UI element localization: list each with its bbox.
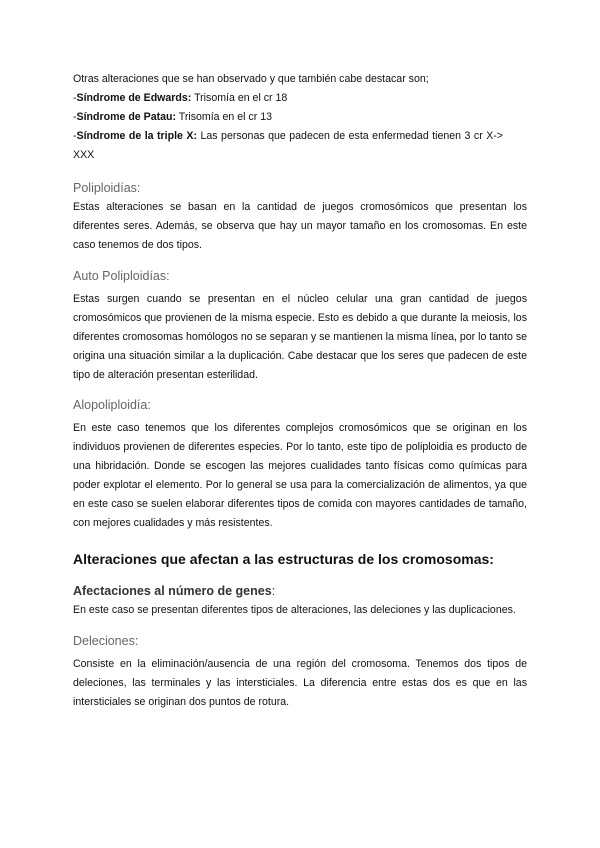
syndrome-desc: Trisomía en el cr 13 — [176, 111, 272, 123]
syndrome-name: Síndrome de la triple X: — [76, 130, 198, 142]
section-body-poliploidias: Estas alteraciones se basan en la cantidad de juegos cromosómicos que presentan los diferentes seres. Además, se observa que hay un mayor tamaño en los cromosomas. En este caso tenemos de dos tipos. — [73, 201, 527, 251]
syndrome-desc: Trisomía en el cr 18 — [191, 92, 288, 104]
section-title-autopoliploidias: Auto Poliploidías: — [73, 269, 170, 283]
section-heading-estructuras: Alteraciones que afectan a las estructuras de los cromosomas: — [73, 551, 494, 567]
section-body-alopoliploidia: En este caso tenemos que los diferentes complejos cromosómicos que se originan en los individuos provienen de diferentes especies. Por lo tanto, este tipo de poliploidia es producto de una hibridación. Donde se escogen las mejores cualidades tanto físicas como químicas para poder explotar el elemento. Por lo general se usa para la comercialización de alimentos, ya que en este caso se suelen elaborar diferentes tipos de comida con mayores cantidades de tamaño, con mejores cualidades y más resistentes. — [73, 422, 527, 529]
section-body-afectaciones: En este caso se presentan diferentes tipos de alteraciones, las deleciones y las duplicaciones. — [73, 604, 516, 616]
section-title-deleciones: Deleciones: — [73, 634, 139, 648]
syndrome-item-edwards — [73, 89, 527, 108]
syndrome-item-triple-x — [73, 127, 503, 165]
syndrome-desc: Las personas que padecen de esta enfermedad tienen 3 cr X-> XXX — [73, 130, 503, 161]
afectaciones-title-text: Afectaciones al número de genes — [73, 584, 272, 598]
syndrome-item-patau — [73, 108, 527, 127]
afectaciones-colon: : — [271, 584, 276, 598]
syndrome-prefix: - — [73, 92, 77, 104]
document-page — [73, 70, 527, 712]
syndrome-list — [73, 89, 527, 165]
section-title-alopoliploidia: Alopoliploidía: — [73, 398, 151, 412]
section-title-poliploidias: Poliploidías: — [73, 181, 141, 195]
intro-text: Otras alteraciones que se han observado y que también cabe destacar son; — [73, 73, 429, 85]
section-title-afectaciones — [73, 581, 527, 601]
syndrome-name: Síndrome de Patau: — [76, 111, 177, 123]
syndrome-prefix: - — [73, 130, 77, 142]
syndrome-name: Síndrome de Edwards: — [76, 92, 192, 104]
section-body-deleciones: Consiste en la eliminación/ausencia de una región del cromosoma. Tenemos dos tipos de deleciones, las terminales y las intersticiales. La diferencia entre estas dos es que en las intersticiales se originan dos puntos de rotura. — [73, 658, 527, 708]
syndrome-prefix: - — [73, 111, 77, 123]
section-body-autopoliploidias: Estas surgen cuando se presentan en el núcleo celular una gran cantidad de juegos cromosómicos que provienen de la misma especie. Esto es debido a que durante la meiosis, los diferentes cromosomas homólogos no se separan y se mantienen la misma línea, por lo tanto se origina una situación similar a la duplicación. Cabe destacar que los seres que padecen de este tipo de alteración presentan esterilidad. — [73, 293, 528, 381]
